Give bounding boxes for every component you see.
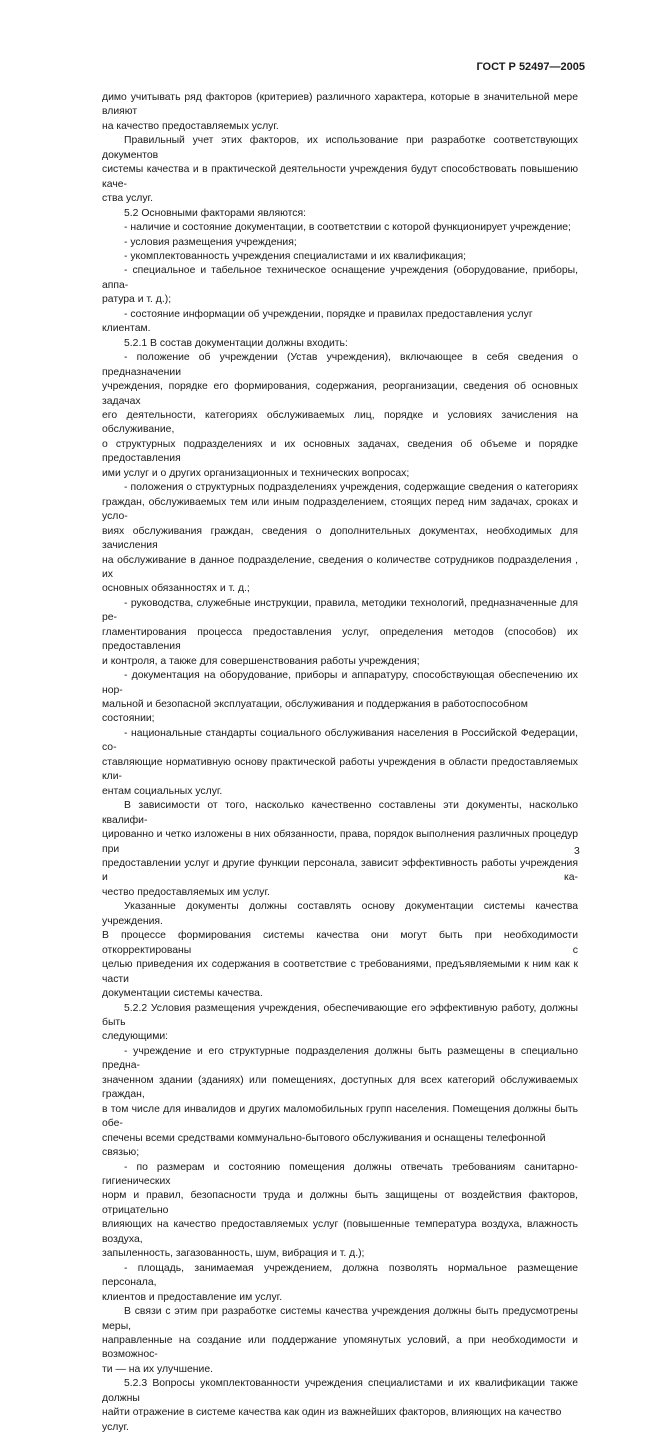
text-line: следующими: [102,1031,169,1043]
text-line: - документация на оборудование, приборы и аппаратуру, способствующая обеспечению их нор- [102,670,578,696]
text-line: - специальное и табельное техническое оснащение учреждения (оборудование, приборы, аппа- [102,265,578,291]
text-line: - руководства, служебные инструкции, правила, методики технологий, предназначенные для ре- [102,597,578,624]
standard-id-header: ГОСТ Р 52497—2005 [476,61,585,73]
text-line: ратура и т. д.); [102,294,172,306]
text-line: основных обязанностях и т. д.; [102,583,250,595]
text-line: о структурных подразделениях и их основных задачах, сведения об объеме и порядке предоставления [102,438,578,465]
text-line: учреждения, порядке его формирования, содержания, реорганизации, сведения об основных задачах [102,381,578,407]
text-line: мальной и безопасной эксплуатации, обслуживания и поддержания в работоспособном состоянии; [102,699,528,725]
text-line: 5.2 Основными факторами являются: [124,207,307,219]
text-line: В связи с этим при разработке системы качества учреждения должны быть предусмотрены меры, [102,1306,578,1332]
text-line: запыленность, загазованность, шум, вибрация и т. д.); [102,1248,365,1260]
text-line: цированно и четко изложены в них обязанности, права, порядок выполнения различных процедур при [102,829,578,855]
document-body [102,91,578,1435]
text-line: - наличие и состояние документации, в соответствии с которой функционирует учреждение; [124,222,571,234]
text-line: ства услуг. [102,193,153,205]
text-line: и контроля, а также для совершенствования работы учреждения; [102,655,420,667]
text-line: В процессе формирования системы качества они могут быть при необходимости откорректированы с [102,930,578,956]
text-line: В зависимости от того, насколько качественно составлены эти документы, насколько квалифи- [102,800,578,826]
text-line: направленные на создание или поддержание упомянутых условий, а при необходимости и возможнос- [102,1334,578,1361]
text-line: клиентов и предоставление им услуг. [102,1291,283,1303]
text-line: 5.2.3 Вопросы укомплектованности учреждения специалистами и их квалификации также должны [102,1378,578,1404]
text-line: - условия размещения учреждения; [124,236,297,248]
text-line: норм и правил, безопасности труда и должны быть защищены от воздействия факторов, отрицательно [102,1190,578,1216]
text-line: ставляющие нормативную основу практической работы учреждения в области предоставляемых кли- [102,756,578,783]
text-line: - положение об учреждении (Устав учреждения), включающее в себя сведения о предназначении [102,352,578,378]
text-line: в том числе для инвалидов и других маломобильных групп населения. Помещения должны быть обе- [102,1103,578,1130]
text-line: документации системы качества. [102,988,263,1000]
text-line: - национальные стандарты социального обслуживания населения в Российской Федерации, со- [102,727,578,754]
text-line: - укомплектованность учреждения специалистами и их квалификация; [124,250,467,262]
text-line: Правильный учет этих факторов, их использование при разработке соответствующих документов [102,135,578,161]
text-line: граждан, обслуживаемых тем или иным подразделением, стоящих перед ним задачах, сроках и усло- [102,496,578,523]
text-line: 5.2.2 Условия размещения учреждения, обеспечивающие его эффективную работу, должны быть [102,1002,578,1028]
text-line: системы качества и в практической деятельности учреждения будут способствовать повышению каче- [102,164,578,190]
text-line: гламентирования процесса предоставления услуг, определения методов (способов) их предоставления [102,626,578,653]
text-line: найти отражение в системе качества как один из важнейших факторов, влияющих на качество услуг. [102,1407,562,1433]
text-line: ентам социальных услуг. [102,785,223,797]
text-line: значенном здании (зданиях) или помещениях, доступных для всех категорий обслуживаемых граждан, [102,1074,578,1101]
page-number: 3 [574,846,580,857]
text-line: - положения о структурных подразделениях учреждения, содержащие сведения о категориях [124,482,578,494]
text-line: - состояние информации об учреждении, порядке и правилах предоставления услуг клиентам. [102,308,533,335]
text-line: на обслуживание в данное подразделение, сведения о количестве сотрудников подразделения , их [102,554,578,580]
text-line: ти — на их улучшение. [102,1363,213,1375]
text-line: - по размерам и состоянию помещения должны отвечать требованиям санитарно-гигиенических [102,1161,578,1187]
text-line: 5.2.1 В состав документации должны входить: [124,337,348,349]
text-line: - учреждение и его структурные подразделения должны быть размещены в специально предна- [102,1045,578,1072]
text-line: предоставлении услуг и другие функции персонала, зависит эффективность работы учреждения и ка- [102,858,578,884]
text-line: спечены всеми средствами коммунально-бытового обслуживания и оснащены телефонной связью; [102,1132,546,1159]
text-line: его деятельности, категориях обслуживаемых лиц, порядке и условиях зачисления на обслуживание, [102,409,578,436]
text-line: Указанные документы должны составлять основу документации системы качества учреждения. [102,901,578,927]
text-line: ими услуг и о других организационных и технических вопросах; [102,467,410,479]
text-line: виях обслуживания граждан, сведения о дополнительных документах, необходимых для зачисления [102,525,578,552]
text-line: - площадь, занимаемая учреждением, должна позволять нормальное размещение персонала, [102,1262,578,1289]
text-line: на качество предоставляемых услуг. [102,120,279,132]
text-line: димо учитывать ряд факторов (критериев) различного характера, которые в значительной мере влияют [102,92,578,118]
text-line: чество предоставляемых им услуг. [102,886,270,898]
text-line: целью приведения их содержания в соответствие с требованиями, предъявляемыми к ним как к части [102,959,578,985]
text-line: влияющих на качество предоставляемых услуг (повышенные температура воздуха, влажность воздуха, [102,1219,578,1245]
